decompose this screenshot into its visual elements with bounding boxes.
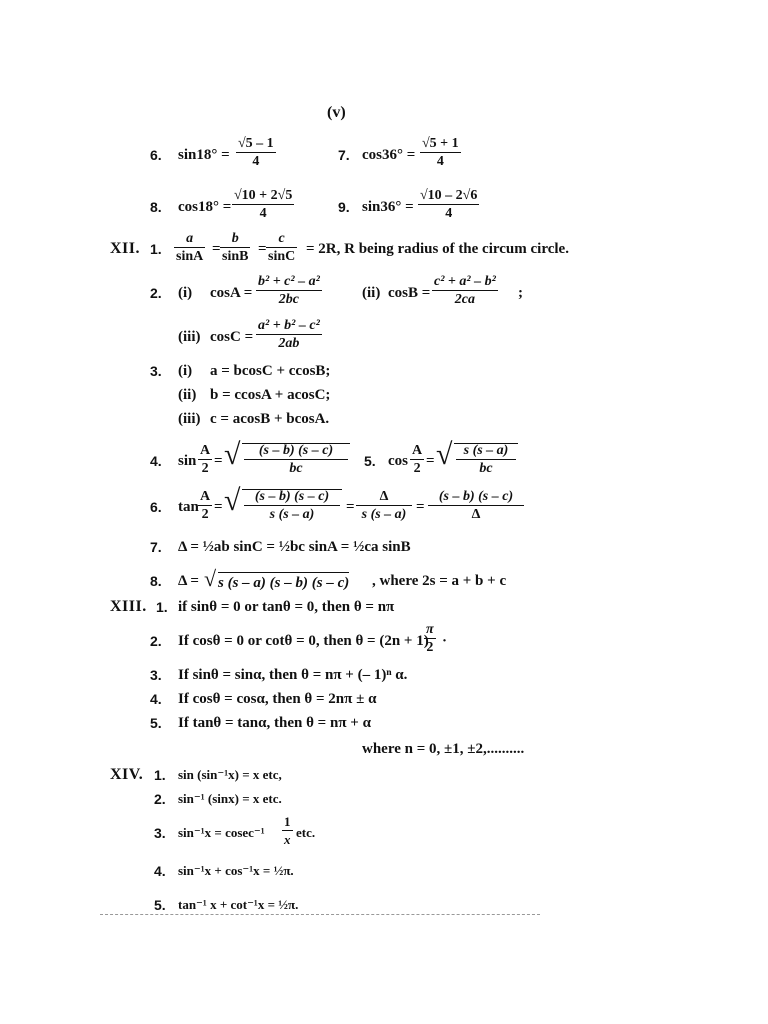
denominator: sinC <box>268 249 296 264</box>
item-number: 3. <box>154 825 166 841</box>
part-label: (iii) <box>178 329 201 345</box>
radicand: s (s – a) (s – b) (s – c) <box>218 572 349 592</box>
formula-text: = 2R, R being radius of the circum circle. <box>306 241 569 257</box>
numerator: b² + c² – a² <box>258 274 320 289</box>
equals: = <box>258 241 267 257</box>
section-label: XIII. <box>110 598 147 615</box>
numerator: A <box>412 443 423 458</box>
page-label: (v) <box>327 104 346 121</box>
numerator: c <box>278 231 285 246</box>
fraction <box>432 274 498 307</box>
numerator: c² + a² – b² <box>434 274 496 289</box>
denominator: sinA <box>176 249 204 264</box>
equals: = <box>214 453 223 469</box>
numerator: √5 – 1 <box>238 136 274 151</box>
part-label: (i) <box>178 285 193 301</box>
fraction <box>256 318 322 351</box>
numerator: b <box>231 231 239 246</box>
item-number: 8. <box>150 199 162 215</box>
equals: = <box>212 241 221 257</box>
denominator: 2 <box>198 505 212 522</box>
radical-sign: √ <box>224 438 241 471</box>
numerator: a² + b² – c² <box>258 318 320 333</box>
numerator: 1 <box>284 814 291 829</box>
formula-lhs: sin36° = <box>362 199 414 215</box>
item-number: 4. <box>150 691 162 707</box>
formula-lhs: cosA = <box>210 285 253 301</box>
numerator: (s – b) (s – c) <box>254 489 330 504</box>
numerator: π <box>426 622 434 637</box>
formula-text: if sinθ = 0 or tanθ = 0, then θ = nπ <box>178 599 395 615</box>
item-number: 5. <box>150 715 162 731</box>
denominator: 2 <box>410 459 424 476</box>
formula-lhs: cos18° = <box>178 199 232 215</box>
item-number: 3. <box>150 363 162 379</box>
formula-lhs: cosB = <box>388 285 431 301</box>
denominator: 2ab <box>256 334 322 351</box>
denominator: 2ca <box>432 290 498 307</box>
fraction <box>198 489 212 522</box>
formula-text: b = ccosA + acosC; <box>210 387 331 403</box>
formula-text: a = bcosC + ccosB; <box>210 363 331 379</box>
item-number: 7. <box>338 147 350 163</box>
part-label: (iii) <box>178 411 201 427</box>
formula-text: If cosθ = cosα, then θ = 2nπ ± α <box>178 691 377 707</box>
denominator: 4 <box>232 204 294 221</box>
numerator: Δ <box>379 489 389 504</box>
item-number: 7. <box>150 539 162 555</box>
denominator: sinB <box>222 249 249 264</box>
item-number: 4. <box>150 453 162 469</box>
formula-text: sin⁻¹x + cos⁻¹x = ½π. <box>178 863 294 878</box>
fraction <box>256 274 322 307</box>
numerator: √5 + 1 <box>422 136 459 151</box>
fraction <box>424 622 436 655</box>
item-number: 1. <box>154 767 166 783</box>
item-number: 1. <box>156 599 168 615</box>
numerator: √10 – 2√6 <box>420 188 478 203</box>
equals: = <box>214 499 223 515</box>
item-number: 2. <box>150 285 162 301</box>
numerator: (s – b) (s – c) <box>258 443 334 458</box>
formula-text: tan⁻¹ x + cot⁻¹x = ½π. <box>178 897 299 912</box>
fraction <box>428 489 524 522</box>
formula-text: sin (sin⁻¹x) = x etc, <box>178 767 282 782</box>
formula-lhs: sin18° = <box>178 147 230 163</box>
fraction <box>266 231 297 264</box>
fraction <box>418 188 479 221</box>
numerator: √10 + 2√5 <box>234 188 293 203</box>
formula-text: If tanθ = tanα, then θ = nπ + α <box>178 715 371 731</box>
numerator: a <box>186 231 194 246</box>
denominator: s (s – a) <box>356 505 412 522</box>
fraction <box>244 443 348 476</box>
fraction <box>356 489 412 522</box>
numerator: (s – b) (s – c) <box>438 489 514 504</box>
denominator: 2bc <box>256 290 322 307</box>
radical-sign: √ <box>224 484 241 517</box>
formula-text: If sinθ = sinα, then θ = nπ + (– 1)ⁿ α. <box>178 667 408 683</box>
formula-text: etc. <box>296 825 316 840</box>
numerator: s (s – a) <box>463 443 509 458</box>
item-number: 2. <box>150 633 162 649</box>
formula-text: , where 2s = a + b + c <box>372 573 507 589</box>
equals: = <box>416 499 425 515</box>
item-number: 6. <box>150 147 162 163</box>
fraction <box>220 231 250 264</box>
part-label: (ii) <box>362 285 381 301</box>
denominator: bc <box>244 459 348 476</box>
fraction <box>420 136 461 169</box>
denominator: 2 <box>198 459 212 476</box>
denominator: Δ <box>428 505 524 522</box>
formula-lhs: cos36° = <box>362 147 416 163</box>
item-number: 1. <box>150 241 162 257</box>
denominator: x <box>284 832 291 847</box>
fraction <box>174 231 205 264</box>
fraction <box>410 443 424 476</box>
equals: = <box>426 453 435 469</box>
fraction <box>456 443 516 476</box>
denominator: bc <box>456 459 516 476</box>
item-number: 5. <box>364 453 376 469</box>
punctuation: ; <box>518 285 523 301</box>
equals: = <box>346 499 355 515</box>
page-edge-rule <box>100 914 540 915</box>
fraction <box>236 136 276 169</box>
item-number: 9. <box>338 199 350 215</box>
fraction <box>232 188 294 221</box>
part-label: (i) <box>178 363 193 379</box>
item-number: 5. <box>154 897 166 913</box>
item-number: 8. <box>150 573 162 589</box>
formula-lhs: tan <box>178 499 199 515</box>
punctuation: · <box>442 633 448 649</box>
item-number: 4. <box>154 863 166 879</box>
denominator: 2 <box>424 638 436 655</box>
denominator: 4 <box>236 152 276 169</box>
formula-lhs: sin <box>178 453 197 469</box>
formula-text: sin⁻¹x = cosec⁻¹ <box>178 825 265 840</box>
item-number: 2. <box>154 791 166 807</box>
formula-lhs: cosC = <box>210 329 254 345</box>
fraction <box>198 443 212 476</box>
numerator: A <box>200 489 211 504</box>
formula-text: If cosθ = 0 or cotθ = 0, then θ = (2n + 1) <box>178 633 429 649</box>
formula-text: where n = 0, ±1, ±2,.......... <box>362 741 525 757</box>
item-number: 3. <box>150 667 162 683</box>
fraction <box>244 489 340 522</box>
section-label: XIV. <box>110 766 144 783</box>
fraction <box>282 814 293 847</box>
denominator: 4 <box>420 152 461 169</box>
formula-text: Δ = ½ab sinC = ½bc sinA = ½ca sinB <box>178 539 411 555</box>
denominator: 4 <box>418 204 479 221</box>
part-label: (ii) <box>178 387 197 403</box>
numerator: A <box>200 443 211 458</box>
radical-sign: √ <box>436 438 453 471</box>
denominator: s (s – a) <box>244 505 340 522</box>
formula-text: c = acosB + bcosA. <box>210 411 330 427</box>
section-label: XII. <box>110 240 141 257</box>
formula-text: sin⁻¹ (sinx) = x etc. <box>178 791 282 806</box>
formula-lhs: cos <box>388 453 408 469</box>
formula-lhs: Δ = <box>178 573 199 589</box>
radical-sign: √ <box>204 566 217 591</box>
item-number: 6. <box>150 499 162 515</box>
